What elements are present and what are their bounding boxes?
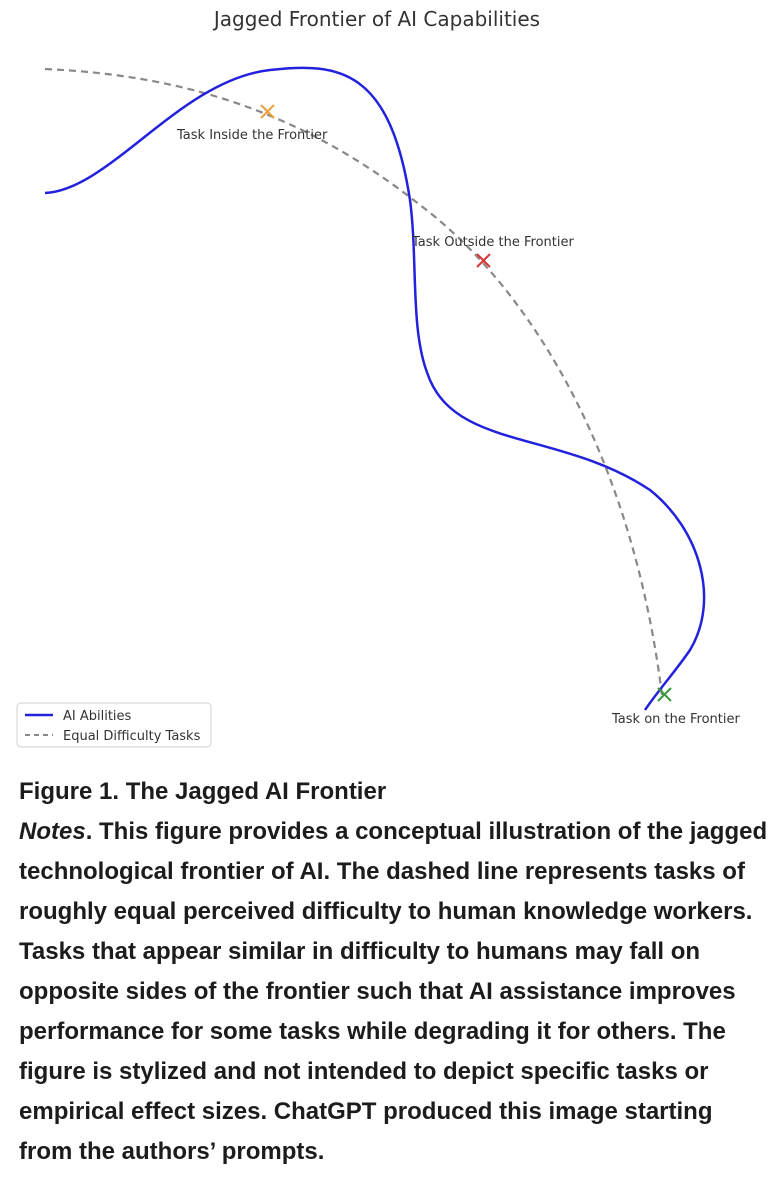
ai-abilities-line — [45, 68, 704, 710]
label-task-on: Task on the Frontier — [612, 712, 740, 727]
legend-label-ai-abilities: AI Abilities — [63, 709, 132, 724]
legend-label-equal-difficulty: Equal Difficulty Tasks — [63, 729, 201, 744]
marker-task-inside — [261, 105, 274, 118]
legend — [17, 703, 211, 747]
label-task-outside: Task Outside the Frontier — [412, 235, 574, 250]
figure-caption — [19, 772, 771, 1172]
equal-difficulty-line — [45, 69, 662, 695]
marker-task-on — [658, 688, 671, 701]
label-task-inside: Task Inside the Frontier — [177, 128, 328, 143]
caption-title: Figure 1. The Jagged AI Frontier — [19, 778, 387, 805]
chart-title: Jagged Frontier of AI Capabilities — [213, 7, 541, 31]
caption-notes-text: . This figure provides a conceptual illustration of the jagged technological frontier of AI. The dashed line represents tasks of roughly equal perceived difficulty to human knowledge workers. Tasks that appear similar in difficulty to humans may fall on opposite sides of the frontier such that AI assistance improves performance for some tasks while degrading it for others. The figure is stylized and not intended to depict specific tasks or empirical effect sizes. ChatGPT produced this image starting from the authors’ prompts. — [19, 818, 768, 1165]
caption-notes-label: Notes — [19, 818, 86, 845]
